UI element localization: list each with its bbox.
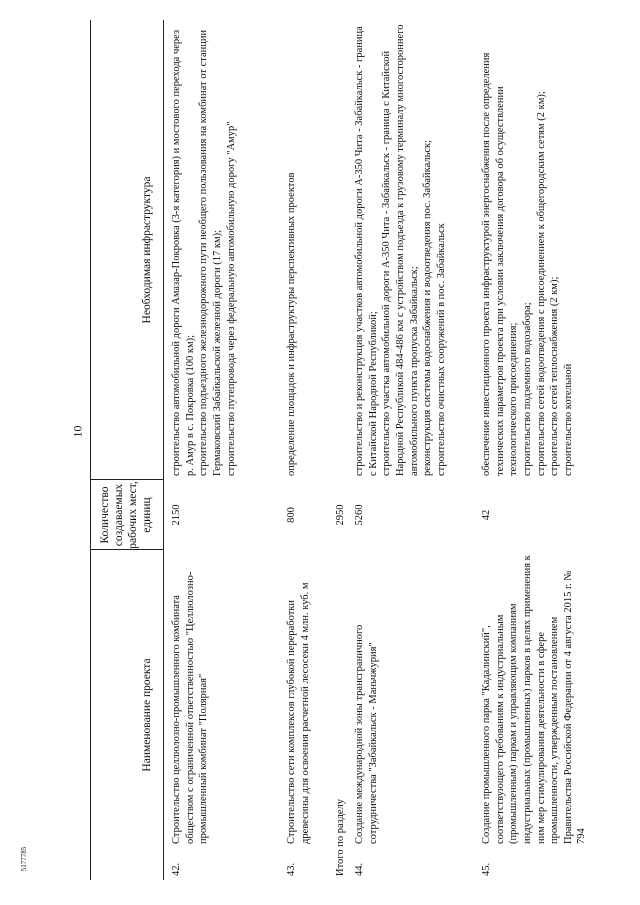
page-number: 10 [70, 425, 85, 438]
row-44-jobs: 5260 [354, 504, 365, 526]
row-43-number: 43. [286, 862, 297, 876]
rotated-table [90, 20, 610, 880]
table-header [90, 20, 164, 880]
row-42-jobs: 2150 [171, 504, 182, 526]
row-43-jobs: 800 [286, 507, 297, 523]
section-total-label: Итого по разделу [335, 798, 346, 876]
section-total-jobs: 2950 [335, 504, 346, 526]
header-jobs-count: Количество создаваемых рабочих мест, единиц [99, 481, 153, 549]
row-45-name: Создание промышленного парка "Кадалинский", соответствующего требованиям к индустриальным (промышленным) паркам и управляющим компаниям индустриальных (промышленных) парков в целях применения к ним мер стимулирования деятельности в сфере промышленности, утвержденным постановлением Правительства Российской Федерации от 4 августа 2015 г. № 794 [481, 555, 588, 844]
document-number: 5177785 [20, 846, 28, 872]
row-44-name: Создание международной зоны трансграничного сотрудничества "Забайкальск - Маньчжурия" [354, 624, 379, 844]
row-44-infrastructure: строительство и реконструкция участков автомобильной дороги А-350 Чита - Забайкальск - граница с Китайской Народной Республикой; строительство участка автомобильной дороги А-350 Чита - Забайкальск - граница с Китайской Народной Республикой 484-486 км с устройством подъезда к грузовому терминалу многостороннего автомобильного пункта пропуска Забайкальск; реконструкция системы водоснабжения и водоотведения пос. Забайкальск; строительство очистных сооружений в пос. Забайкальск [354, 24, 447, 476]
row-45-infrastructure: обеспечение инвестиционного проекта инфраструктурой энергоснабжения после определения технических параметров проекта при условии заключения договора об осуществлении технологического присоединения; строительство подземного водозабора; строительство сетей водоотведения с присоединением к общегородским сетям (2 км); строительство сетей теплоснабжения (2 км); строительство котельной [481, 52, 574, 476]
header-infrastructure: Необходимая инфраструктура [141, 176, 154, 324]
row-42-infrastructure: строительство автомобильной дороги Амазар-Покровка (3-я категория) и мостового перехода через р. Амур в с. Покровка (100 км); строительство подъездного железнодорожного пути необщего пользования на комбинат от станции Гермаковский Забайкальской железной дороги (17 км); строительство путепровода через федеральную автомобильную дорогу "Амур" [171, 29, 237, 476]
row-45-jobs: 42 [481, 509, 492, 521]
header-project-name: Наименование проекта [141, 658, 154, 772]
row-45-number: 45. [481, 862, 492, 876]
row-42-number: 42. [171, 862, 182, 876]
row-42-name: Строительство целлюлозно-промышленного комбината обществом с ограниченной ответственностью "Целлюлозно-промышленный комбинат "Полярная" [171, 571, 210, 844]
row-43-name: Строительство сети комплексов глубокой переработки древесины для освоения расчетной лесосеки 4 млн. куб. м [286, 582, 311, 844]
row-43-infrastructure: определение площадок и инфраструктуры перспективных проектов [286, 172, 297, 476]
row-44-number: 44. [354, 862, 365, 876]
